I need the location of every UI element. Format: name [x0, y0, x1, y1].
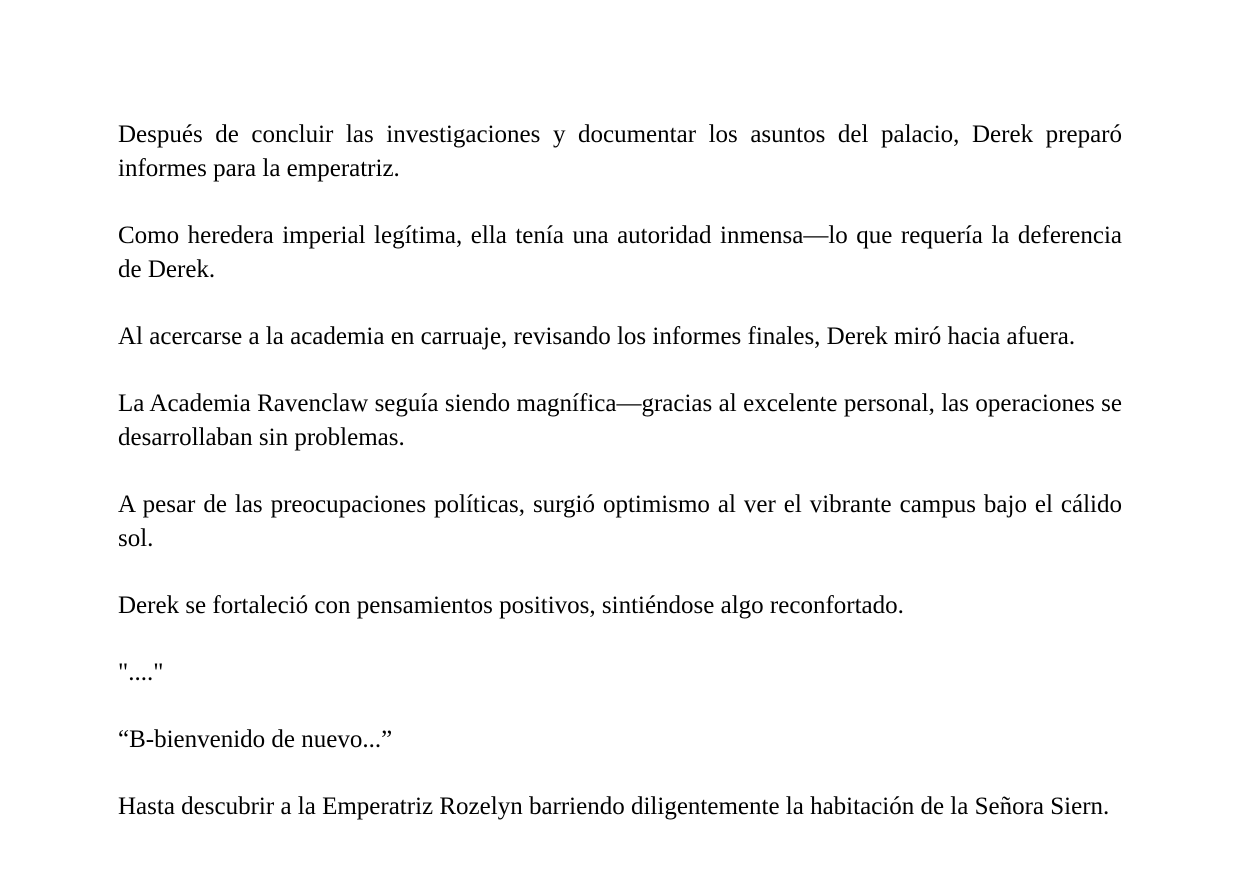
paragraph: La Academia Ravenclaw seguía siendo magnífica—gracias al excelente personal, las operaciones se desarrollaban sin problemas. — [118, 390, 1122, 451]
paragraph: Al acercarse a la academia en carruaje, revisando los informes finales, Derek miró hacia afuera. — [118, 323, 1076, 350]
document-page — [118, 118, 1122, 857]
paragraph: Derek se fortaleció con pensamientos positivos, sintiéndose algo reconfortado. — [118, 592, 904, 619]
paragraph: Como heredera imperial legítima, ella tenía una autoridad inmensa—lo que requería la deferencia de Derek. — [118, 222, 1122, 283]
paragraph: Después de concluir las investigaciones y documentar los asuntos del palacio, Derek preparó informes para la emperatriz. — [118, 121, 1122, 182]
paragraph: A pesar de las preocupaciones políticas, surgió optimismo al ver el vibrante campus bajo el cálido sol. — [118, 491, 1122, 552]
paragraph: Hasta descubrir a la Emperatriz Rozelyn barriendo diligentemente la habitación de la Señora Siern. — [118, 793, 1110, 820]
dialogue-line: “B-bienvenido de nuevo...” — [118, 726, 393, 753]
dialogue-line: "...." — [118, 659, 164, 686]
